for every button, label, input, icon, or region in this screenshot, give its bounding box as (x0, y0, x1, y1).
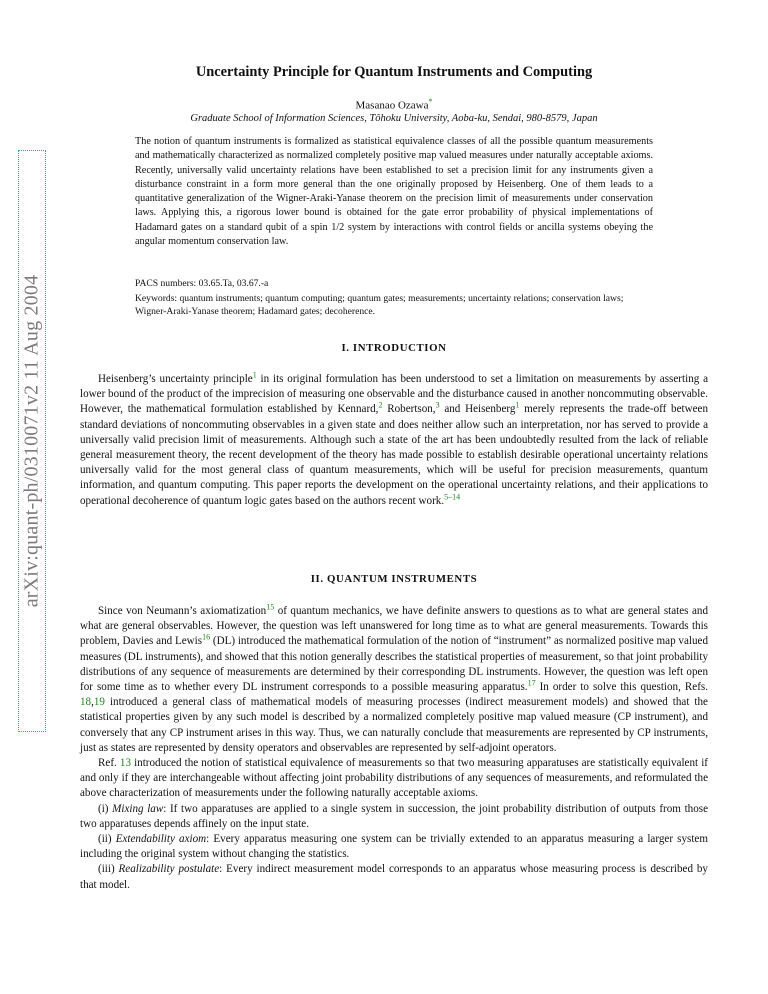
section-heading-introduction: I. INTRODUCTION (341, 342, 447, 354)
abstract: The notion of quantum instruments is formalized as statistical equivalence classes of all the possible quantum measurements and mathematically characterized as normalized completely positive map valued measures under naturally acceptable axioms. Recently, universally valid uncertainty relations have been established to set a precision limit for any instruments given a disturbance constraint in a form more general than the one originally proposed by Heisenberg. One of them leads to a quantitative generalization of the Wigner-Araki-Yanase theorem on the precision limit of measurements under conservation laws. Applying this, a rigorous lower bound is obtained for the gate error probability of physical implementations of Hadamard gates on a standard qubit of a spin 1/2 system by interactions with control fields or ancilla systems obeying the angular momentum conservation law. (135, 136, 653, 248)
qi-paragraph-2: Ref. 13 introduced the notion of statistical equivalence of measurements so that two measuring apparatuses are statistically equivalent if and only if they are interchangeable without affecting joint probability distributions of any sequences of measurements, and reformulated the above characterization of measurements under the following naturally acceptable axioms. (80, 757, 708, 800)
author-line (80, 96, 708, 112)
citation-link[interactable]: 13 (119, 757, 131, 770)
citation-link[interactable]: 3 (435, 400, 440, 410)
citation-link[interactable]: 15 (266, 602, 275, 612)
pacs-numbers: PACS numbers: 03.65.Ta, 03.67.-a (135, 278, 269, 289)
citation-link[interactable]: 19 (93, 696, 105, 709)
citation-link[interactable]: 16 (202, 632, 211, 642)
citation-link[interactable]: 17 (527, 678, 536, 688)
keywords: Keywords: quantum instruments; quantum computing; quantum gates; measurements; uncertainty relations; conservation laws; Wigner-Araki-Yanase theorem; Hadamard gates; decoherence. (135, 293, 624, 317)
citation-link[interactable]: 1 (515, 400, 520, 410)
citation-link[interactable]: 5–14 (444, 491, 461, 501)
citation-link[interactable]: 1 (252, 370, 257, 380)
axiom-realizability: (iii) Realizability postulate: Every indirect measurement model corresponds to an apparatus whose measuring process is described by that model. (80, 863, 708, 891)
intro-paragraph: Heisenberg’s uncertainty principle$^1$ in its original formulation has been understood to set a limitation on measurements by asserting a lower bound of the product of the imprecision of measuring one observable and the disturbance caused in another noncommuting observable. However, the mathematical formulation established by Kennard,$^2$ Robertson,$^3$ and Heisenberg$^1$ merely represents the trade-off between standard deviations of noncommuting observables in a given state and does neither allow such an interpretation, nor has served to provide a universally valid precision limit of measurements. Although such a state of the art has been undoubtedly resulted from the lack of reliable general measurement theory, the recent development of the theory has made possible to establish desirable operational uncertainty relations universally valid for the most general class of quantum measurements, which will be useful for precision measurements, quantum information, and quantum computing. This paper reports the development on the operational uncertainty relations, and their applications to operational decoherence of quantum logic gates based on the authors recent work.$^{5-14}$ (80, 370, 709, 507)
quantum-instruments-body (80, 604, 708, 893)
affiliation: Graduate School of Information Sciences, Tôhoku University, Aoba-ku, Sendai, 980-8579, Japan (190, 113, 598, 124)
axiom-extendability: (ii) Extendability axiom: Every apparatus measuring one system can be trivially extended to an apparatus measuring a larger system including the original system without changing the statistics. (80, 833, 708, 861)
citation-link[interactable]: 2 (378, 400, 383, 410)
author-footnote-link[interactable]: * (428, 97, 433, 106)
paper-title: Uncertainty Principle for Quantum Instruments and Computing (195, 64, 593, 80)
arxiv-stamp (18, 150, 46, 732)
introduction-body (80, 372, 708, 509)
qi-paragraph-1: Since von Neumann’s axiomatization$^{15}$ of quantum mechanics, we have definite answers to questions as to what are general states and what are general observables. However, the question was left unanswered for long time as to what are general measurements. Towards this problem, Davies and Lewis$^{16}$ (DL) introduced the mathematical formulation of the notion of “instrument” as normalized positive map valued measures (DL instruments), and showed that this notion generally describes the statistical properties of measurement, so that joint probability distributions of any sequence of measurements are determined by their corresponding DL instruments. However, the question was left open for some time as to whether every DL instrument corresponds to a possible measuring apparatus.$^{17}$ In order to solve this question, Refs. 18,19 introduced a general class of mathematical models of measuring processes (indirect measurement models) and showed that the statistical properties given by any such model is described by a normalized completely positive map valued measure (CP instrument), and conversely that any CP instrument arises in this way. Thus, we can naturally conclude that measurements are represented by CP instruments, just as states are represented by density operators and observables are represented by self-adjoint operators. (80, 602, 708, 754)
axiom-mixing-law: (i) Mixing law: If two apparatuses are applied to a single system in succession, the joint probability distribution of outputs from those two apparatuses depends affinely on the input state. (80, 802, 708, 830)
section-heading-quantum-instruments: II. QUANTUM INSTRUMENTS (310, 573, 478, 585)
arxiv-stamp-text: arXiv:quant-ph/0310071v2 11 Aug 2004 (20, 274, 43, 608)
author-name: Masanao Ozawa (355, 99, 429, 112)
citation-link[interactable]: 18 (80, 696, 92, 709)
